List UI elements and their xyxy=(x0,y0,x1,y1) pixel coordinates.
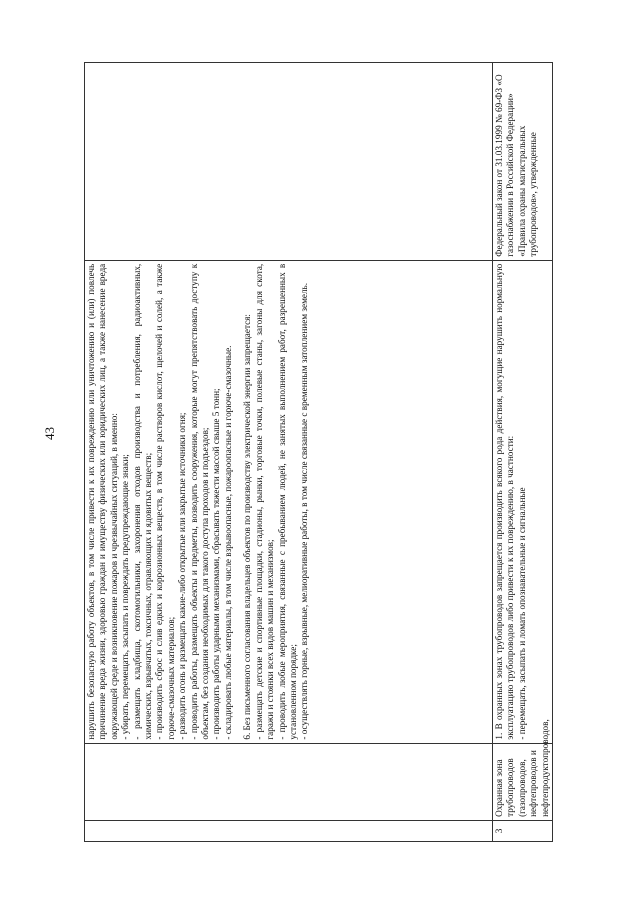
text-line: - разводить огонь и размещать какие-либо открытые или закрытые источники огня; xyxy=(177,412,188,740)
text-line: - размещать детские и спортивные площадки, стадионы, рынки, торговые точки, полевые станы, загоны для скота, гаражи и стоянки всех видов машин и механизмов; xyxy=(253,263,276,740)
zone-name-cell: Охранная зона трубопроводов (газопроводов, нефтепроводов и нефтепродуктопроводов, xyxy=(493,743,553,820)
text-line: - производить сброс и слив едких и коррозионных веществ, в том числе растворов кислот, щелочей и солей, а также горюче-смазочных материалов; xyxy=(154,263,176,740)
row-number-cell xyxy=(85,820,493,841)
legal-basis-cell xyxy=(493,63,553,261)
law-line: Федеральный закон от 31.03.1999 № 69-ФЗ «О газоснабжении в Российской Федерации» xyxy=(494,74,516,257)
text-line: - убирать, перемещать, засыпать и повреждать предупреждающие знаки; xyxy=(120,454,131,740)
table-row xyxy=(85,63,493,842)
legal-basis-cell xyxy=(85,63,493,261)
text-line: - проводить любые мероприятия, связанные с пребыванием людей, не занятых выполнением работ, разрешенных в установленном порядке; xyxy=(276,263,298,740)
regulation-table xyxy=(84,62,553,842)
text-line: - размещать кладбища, скотомогильники, захоронения отходов производства и потребления, радиоактивных, химических, взрывчатых, токсичных, отравляющих и ядовитых веществ; xyxy=(131,263,154,740)
text-line: 1. В охранных зонах трубопроводов запрещается производить всякого рода действия, могущие нарушить нормальную эксплуатацию трубопроводов либо привести к их повреждению, в частности: xyxy=(494,263,516,740)
text-line: нарушить безопасную работу объектов, в том числе привести к их повреждению или уничтожению и (или) повлечь причинение вреда жизни, здоровью граждан и имуществу физических или юридических лиц, а также нанесение вреда окружающей среде и возникновение пожаров и чрезвычайных ситуаций, в именно: xyxy=(86,263,119,740)
law-line: «Правила охраны магистральных трубопроводов», утвержденные xyxy=(516,125,539,257)
row-number-cell: 3 xyxy=(493,820,553,841)
restrictions-cell xyxy=(85,260,493,743)
text-line: - проводить работы, размещать объекты и предметы, возводить сооружения, которые могут препятствовать доступу к объектам, без создания необходимых для такого доступа проходов и подъездов; xyxy=(188,263,211,740)
text-line: - производить работы ударными механизмами, сбрасывать тяжести массой свыше 5 тонн; xyxy=(211,388,222,740)
rotated-page xyxy=(84,62,550,842)
text-line: - складировать любые материалы, в том числе взрывоопасные, пожароопасные и горюче-смазочные. xyxy=(222,345,233,740)
zone-name-cell xyxy=(85,743,493,820)
restrictions-cell xyxy=(493,260,553,743)
text-line: - осуществлять горные, взрывные, мелиоративные работы, в том числе связанные с временным затоплением земель. xyxy=(299,282,310,740)
table-row xyxy=(493,63,553,842)
page-number: 43 xyxy=(42,427,57,440)
text-line: 6. Без письменного согласования владельцев объектов по производству электрической энергии запрещается: xyxy=(242,314,253,740)
text-line: - перемещать, засыпать и ломать опознавательные и сигнальные xyxy=(516,487,527,740)
